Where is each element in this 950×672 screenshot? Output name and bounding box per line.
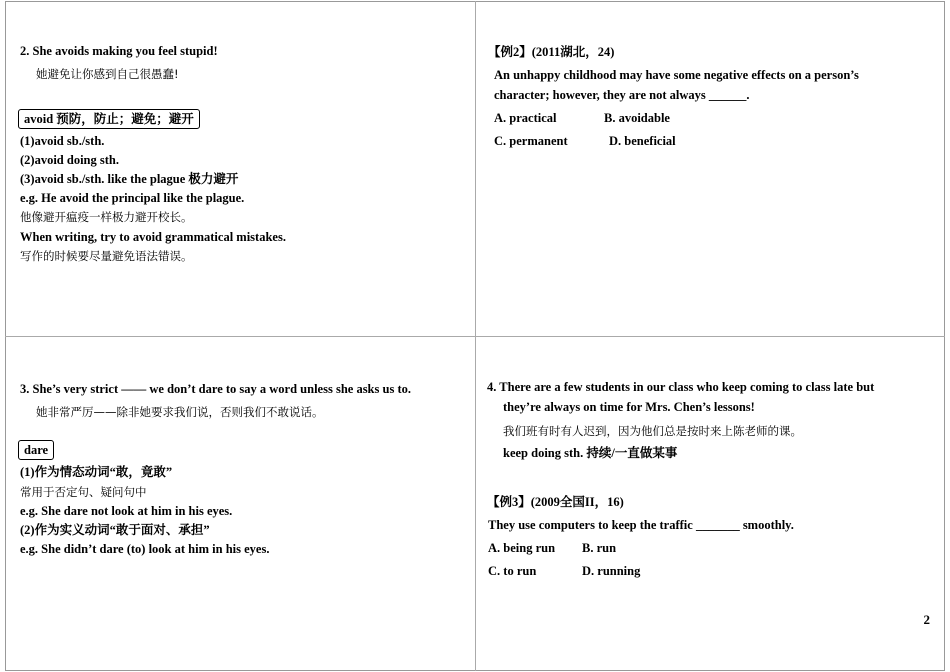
keyword-avoid-box <box>18 109 200 129</box>
avoid-point-3: (3)avoid sb./sth. like the plague 极力避开 <box>20 172 239 186</box>
example-3-option-d: D. running <box>582 564 641 578</box>
dare-point-1-note: 常用于否定句、疑问句中 <box>20 485 147 499</box>
keep-doing-phrase: keep doing sth. 持续/一直做某事 <box>503 446 678 460</box>
page-number: 2 <box>923 612 930 627</box>
keyword-dare-box <box>18 440 54 460</box>
sentence-4-translation: 我们班有时有人迟到，因为他们总是按时来上陈老师的课。 <box>503 424 802 438</box>
example-2-option-a: A. practical <box>494 111 557 125</box>
keyword-dare: dare <box>18 440 54 460</box>
dare-point-1: (1)作为情态动词“敢，竟敢” <box>20 465 173 479</box>
sentence-4-line-2: they’re always on time for Mrs. Chen’s lessons! <box>503 400 755 414</box>
sentence-3: 3. She’s very strict —— we don’t dare to say a word unless she asks us to. <box>20 382 411 396</box>
sentence-3-translation: 她非常严厉——除非她要求我们说，否则我们不敢说话。 <box>36 405 324 419</box>
example-2-stem-line-1: An unhappy childhood may have some negative effects on a person’s <box>494 68 859 82</box>
example-2-option-b: B. avoidable <box>604 111 670 125</box>
avoid-example-1-cn: 他像避开瘟疫一样极力避开校长。 <box>20 210 193 224</box>
example-3-option-a: A. being run <box>488 541 556 555</box>
example-3-stem: They use computers to keep the traffic _______ smoothly. <box>488 518 794 532</box>
avoid-example-1: e.g. He avoid the principal like the plague. <box>20 191 245 205</box>
avoid-example-2: When writing, try to avoid grammatical mistakes. <box>20 230 286 244</box>
example-3-source: 【例3】(2009全国II，16) <box>487 495 624 509</box>
dare-example-1: e.g. She dare not look at him in his eyes. <box>20 504 233 518</box>
avoid-example-2-cn: 写作的时候要尽量避免语法错误。 <box>20 249 193 263</box>
sentence-2-translation: 她避免让你感到自己很愚蠢! <box>36 67 179 81</box>
example-3-option-b: B. run <box>582 541 617 555</box>
example-2-option-d: D. beneficial <box>609 134 676 148</box>
sentence-2: 2. She avoids making you feel stupid! <box>20 44 218 58</box>
dare-example-2: e.g. She didn’t dare (to) look at him in his eyes. <box>20 542 270 556</box>
keyword-avoid: avoid 预防，防止；避免；避开 <box>18 109 200 129</box>
avoid-point-2: (2)avoid doing sth. <box>20 153 119 167</box>
horizontal-divider <box>5 336 945 337</box>
example-2-stem-line-2: character; however, they are not always ______. <box>494 88 750 102</box>
dare-point-2: (2)作为实义动词“敢于面对、承担” <box>20 523 210 537</box>
example-2-option-c: C. permanent <box>494 134 568 148</box>
example-3-option-c: C. to run <box>488 564 537 578</box>
example-2-source: 【例2】(2011湖北，24) <box>488 45 615 59</box>
sentence-4-line-1: 4. There are a few students in our class who keep coming to class late but <box>487 380 875 394</box>
avoid-point-1: (1)avoid sb./sth. <box>20 134 105 148</box>
